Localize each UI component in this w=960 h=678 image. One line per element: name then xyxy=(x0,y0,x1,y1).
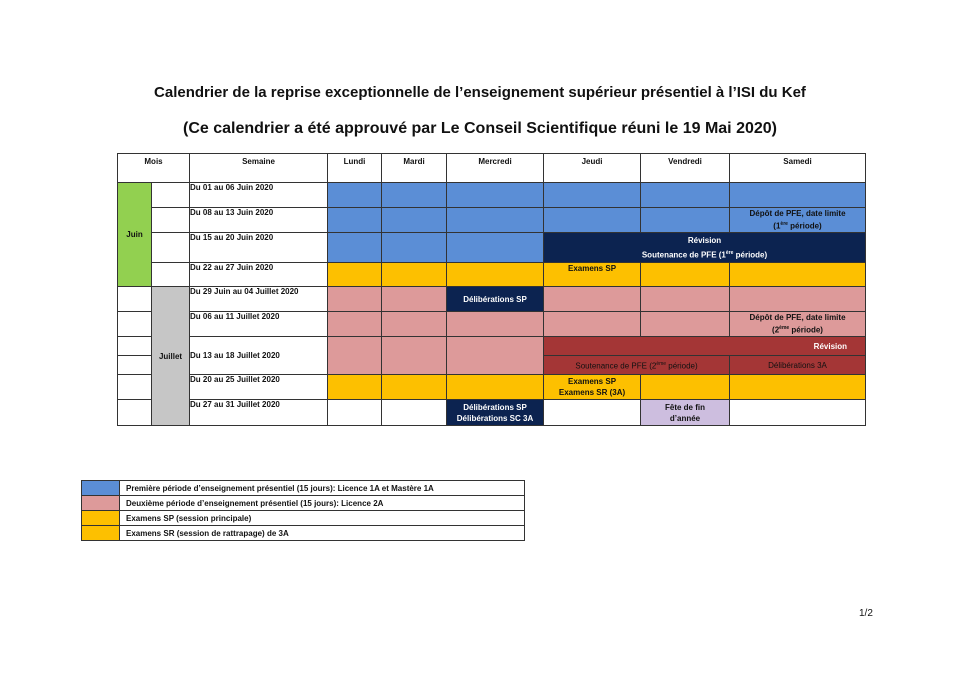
header-mardi: Mardi xyxy=(382,154,447,183)
week-label: Du 20 au 25 Juillet 2020 xyxy=(190,375,328,400)
table-row xyxy=(118,183,866,208)
header-lundi: Lundi xyxy=(328,154,382,183)
week-label: Du 22 au 27 Juin 2020 xyxy=(190,263,328,287)
legend-swatch xyxy=(82,481,120,496)
legend-swatch xyxy=(82,511,120,526)
event-fete-fin-annee: Fête de fin d’année xyxy=(641,400,730,426)
event-soutenance-1: Soutenance de PFE (1ère période) xyxy=(544,248,866,263)
legend-swatch xyxy=(82,496,120,511)
event-soutenance-2: Soutenance de PFE (2ème période) xyxy=(544,356,730,375)
header-samedi: Samedi xyxy=(730,154,866,183)
page-title: Calendrier de la reprise exceptionnelle de l’enseignement supérieur présentiel à l’ISI du Kef xyxy=(154,84,806,101)
table-row xyxy=(118,375,866,400)
week-label: Du 13 au 18 Juillet 2020 xyxy=(190,337,328,375)
table-row xyxy=(118,287,866,312)
event-deliberations-3a: Délibérations 3A xyxy=(730,356,866,375)
legend-label: Deuxième période d’enseignement présentiel (15 jours): Licence 2A xyxy=(120,496,525,511)
month-juillet: Juillet xyxy=(152,287,190,426)
event-deliberations-sp-1: Délibérations SP xyxy=(447,287,544,312)
header-vendredi: Vendredi xyxy=(641,154,730,183)
week-label: Du 01 au 06 Juin 2020 xyxy=(190,183,328,208)
header-jeudi: Jeudi xyxy=(544,154,641,183)
legend-table xyxy=(81,480,525,541)
page-subtitle: (Ce calendrier a été approuvé par Le Conseil Scientifique réuni le 19 Mai 2020) xyxy=(183,120,777,137)
table-row xyxy=(118,208,866,233)
table-row xyxy=(118,263,866,287)
week-label: Du 29 Juin au 04 Juillet 2020 xyxy=(190,287,328,312)
legend-item xyxy=(82,496,525,511)
header-row xyxy=(118,154,866,183)
legend-swatch xyxy=(82,526,120,541)
page-number: 1/2 xyxy=(859,608,873,619)
week-label: Du 08 au 13 Juin 2020 xyxy=(190,208,328,233)
table-row xyxy=(118,233,866,248)
legend-label: Examens SP (session principale) xyxy=(120,511,525,526)
legend-label: Première période d’enseignement présentiel (15 jours): Licence 1A et Mastère 1A xyxy=(120,481,525,496)
header-mois: Mois xyxy=(118,154,190,183)
week-label: Du 06 au 11 Juillet 2020 xyxy=(190,312,328,337)
table-row xyxy=(118,312,866,337)
event-revision-2: Révision xyxy=(544,337,866,356)
header-mercredi: Mercredi xyxy=(447,154,544,183)
table-row xyxy=(118,337,866,356)
event-examens-sp-1: Examens SP xyxy=(544,263,641,287)
week-label: Du 15 au 20 Juin 2020 xyxy=(190,233,328,263)
event-depot-pfe-2: Dépôt de PFE, date limite (2ème période) xyxy=(730,312,866,337)
legend-item xyxy=(82,526,525,541)
month-juin: Juin xyxy=(118,183,152,287)
week-label: Du 27 au 31 Juillet 2020 xyxy=(190,400,328,426)
event-depot-pfe-1: Dépôt de PFE, date limite (1ère période) xyxy=(730,208,866,233)
legend-item xyxy=(82,511,525,526)
legend-item xyxy=(82,481,525,496)
calendar-table xyxy=(117,153,866,426)
event-deliberations-sp-sc: Délibérations SP Délibérations SC 3A xyxy=(447,400,544,426)
event-examens-sp-sr: Examens SP Examens SR (3A) xyxy=(544,375,641,400)
legend-label: Examens SR (session de rattrapage) de 3A xyxy=(120,526,525,541)
table-row xyxy=(118,400,866,426)
header-semaine: Semaine xyxy=(190,154,328,183)
event-revision-1: Révision xyxy=(544,233,866,248)
